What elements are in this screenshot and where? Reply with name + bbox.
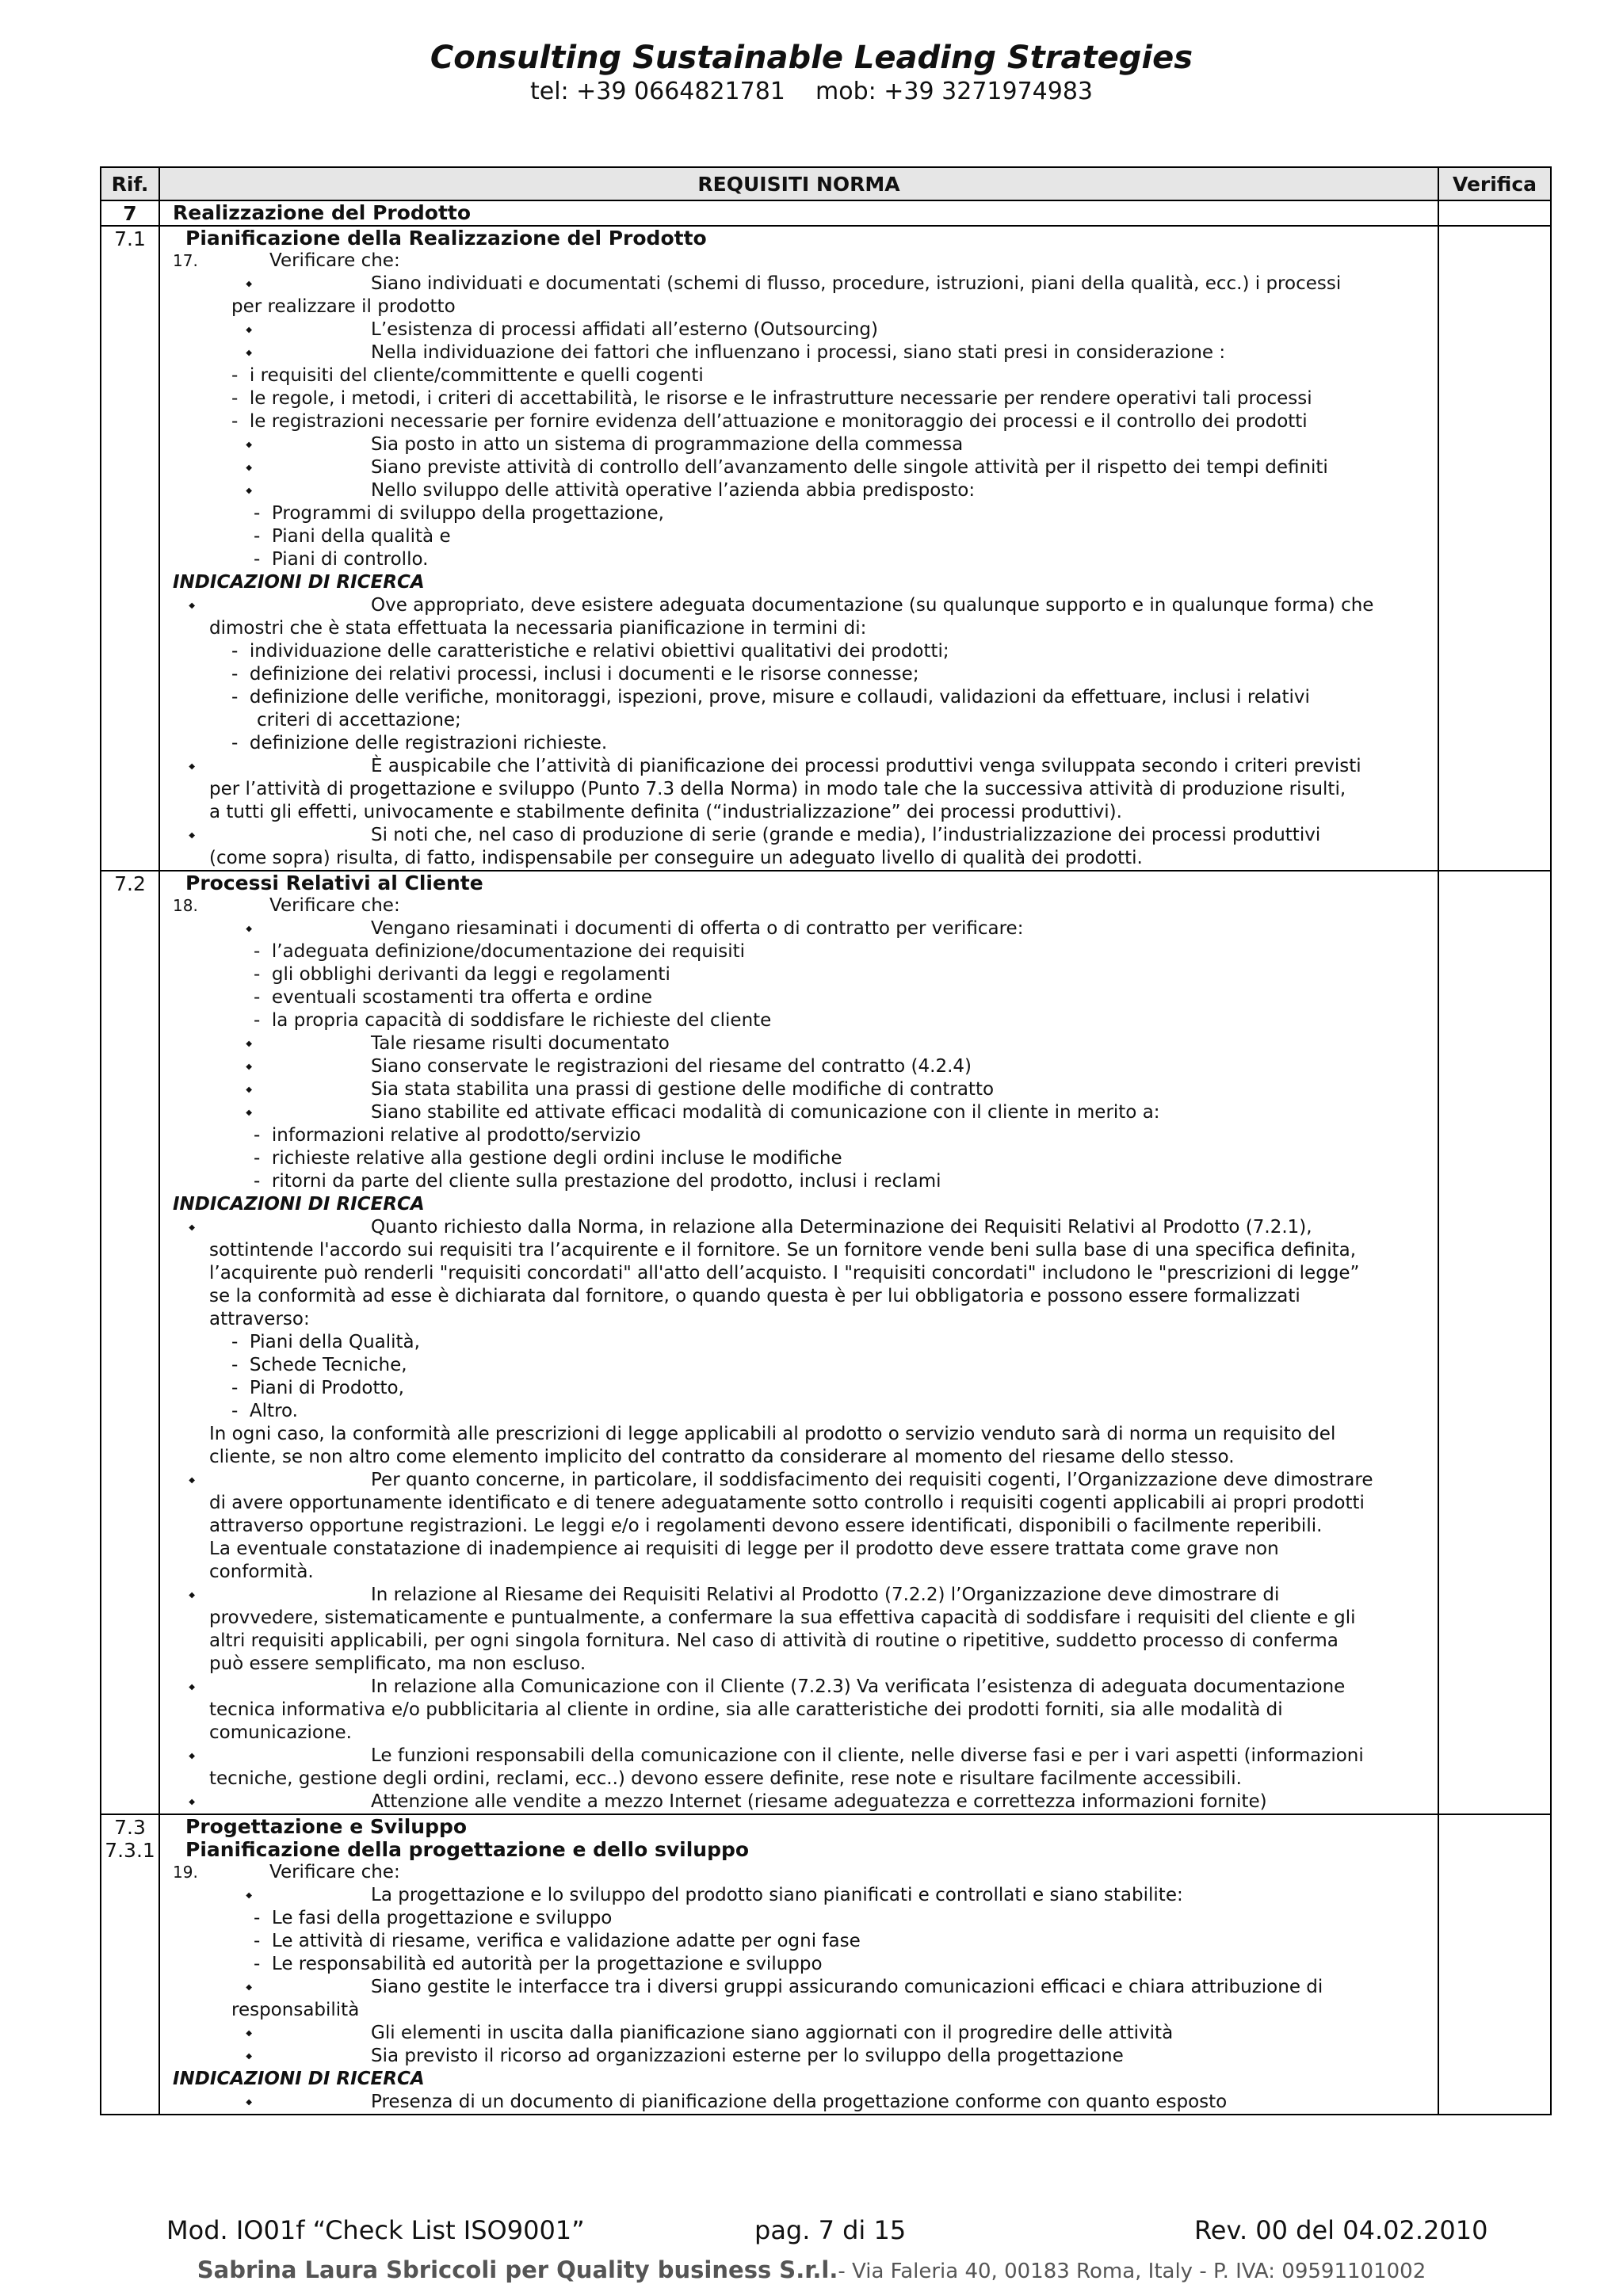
research-text: conformità. <box>209 1562 314 1582</box>
table-row <box>101 1814 1551 2115</box>
research-text: tecniche, gestione degli ordini, reclami, ecc..) devono essere definite, rese note e risultare facilmente accessibili. <box>209 1768 1242 1789</box>
research-text: In relazione alla Comunicazione con il Cliente (7.2.3) Va verificata l’esistenza di adeguata documentazione <box>371 1676 1346 1697</box>
dash-item: Programmi di sviluppo della progettazione, <box>271 503 664 524</box>
bullet-icon: ⬩ <box>246 1056 253 1077</box>
research-text: sottintende l'accordo sui requisiti tra l’acquirente e il fornitore. Se un fornitore vende beni sulla base di una specifica definita, <box>209 1240 1357 1261</box>
table-row <box>101 200 1551 226</box>
bullet-text: Nello sviluppo delle attività operative l’azienda abbia predisposto: <box>371 480 976 501</box>
bullet-icon: ⬩ <box>189 1676 196 1697</box>
research-heading: INDICAZIONI DI RICERCA <box>173 1194 425 1215</box>
bullet-icon: ⬩ <box>246 434 253 455</box>
table-row <box>101 871 1551 1814</box>
col-header-requisiti: REQUISITI NORMA <box>159 167 1438 200</box>
research-text: attraverso: <box>209 1309 310 1329</box>
section-title: Progettazione e Sviluppo <box>185 1815 468 1838</box>
bullet-icon: ⬩ <box>246 1102 253 1123</box>
item-number: 19. <box>173 1863 198 1882</box>
dash-item: Piani della qualità e <box>271 526 451 547</box>
dash-item: le registrazioni necessarie per fornire evidenza dell’attuazione e monitoraggio dei processi e il controllo dei prodotti <box>249 411 1308 432</box>
section-title: Processi Relativi al Cliente <box>185 871 483 894</box>
dash-item: Altro. <box>249 1401 298 1421</box>
research-text: per l’attività di progettazione e sviluppo (Punto 7.3 della Norma) in modo tale che la successiva attività di produzione risulti, <box>209 779 1346 799</box>
dash-item: la propria capacità di soddisfare le richieste del cliente <box>271 1010 772 1031</box>
requirements-cell: Pianificazione della Realizzazione del Prodotto 17. Verificare che: ⬩ Siano individuati e documentati (schemi di flusso, procedure, istruzioni, piani della qualità, ecc.) i processi per realizzare il prodotto ⬩ L’esistenza di processi affidati all’esterno (Outsourcing) ⬩ Nella individuazione dei fattori che influenzano i processi, siano stati presi in considerazione : - i requisiti del cliente/committente e quelli cogenti - le regole, i metodi, i criteri di accettabilità, le risorse e le infrastrutture necessarie per rendere operativi tali processi - le registrazioni necessarie per fornire evidenza dell’attuazione e monitoraggio dei processi e il controllo dei prodotti ⬩ Sia posto in atto un sistema di programmazione della commessa ⬩ Siano previste attività di controllo dell’avanzamento delle singole attività per il rispetto dei tempi definiti ⬩ Nello sviluppo delle attività operative l’azienda abbia predisposto: - Programmi di sviluppo della progettazione, - Piani della qualità e - Piani di controllo. INDICAZIONI DI RICERCA ⬩ Ove appropriato, deve esistere adeguata documentazione (su qualunque supporto e in qualunque forma) che dimostri che è stata effettuata la necessaria pianificazione in termini di: - individuazione delle caratteristiche e relativi obiettivi qualitativi dei prodotti; - definizione dei relativi processi, inclusi i documenti e le risorse connesse; - definizione delle verifiche, monitoraggi, ispezioni, prove, misure e collaudi, validazioni da effettuare, inclusi i relativi criteri di accettazione; - definizione delle registrazioni richieste. ⬩ È auspicabile che l’attività di pianificazione dei processi produttivi venga sviluppata secondo i criteri previsti per l’attività di progettazione e sviluppo (Punto 7.3 della Norma) in modo tale che la successiva attività di produzione risulti, a tutti gli effetti, univocamente e stabilmente definita (“industrializzazione” dei processi produttivi). ⬩ Si noti che, nel caso di produzione di serie (grande e media), l’industrializzazione dei processi produttivi (come sopra) risulta, di fatto, indispensabile per conseguire un adeguato livello di qualità dei prodotti. <box>159 226 1438 871</box>
subsection-title: Pianificazione della progettazione e dello sviluppo <box>185 1838 750 1861</box>
bullet-text: Sia posto in atto un sistema di programmazione della commessa <box>371 434 964 455</box>
bullet-text: Gli elementi in uscita dalla pianificazione siano aggiornati con il progredire delle attività <box>371 2023 1174 2043</box>
research-text: a tutti gli effetti, univocamente e stabilmente definita (“industrializzazione” dei processi produttivi). <box>209 802 1122 822</box>
research-text: dimostri che è stata effettuata la necessaria pianificazione in termini di: <box>209 618 867 639</box>
bullet-text: Siano previste attività di controllo dell’avanzamento delle singole attività per il rispetto dei tempi definiti <box>371 457 1328 478</box>
footer-company <box>0 2256 1623 2283</box>
rif-7-1: 7.1 <box>101 226 159 871</box>
dash-item: informazioni relative al prodotto/servizio <box>271 1125 641 1146</box>
bullet-icon: ⬩ <box>189 1470 196 1490</box>
bullet-text: Nella individuazione dei fattori che influenzano i processi, siano stati presi in considerazione : <box>371 342 1226 363</box>
research-text: può essere semplificato, ma non escluso. <box>209 1653 586 1674</box>
bullet-icon: ⬩ <box>246 2046 253 2066</box>
company-title: Consulting Sustainable Leading Strategies <box>430 40 1193 76</box>
footer-company-name: Sabrina Laura Sbriccoli per Quality business S.r.l. <box>197 2256 838 2283</box>
bullet-icon: ⬩ <box>189 1745 196 1766</box>
bullet-text: L’esistenza di processi affidati all’esterno (Outsourcing) <box>371 319 878 340</box>
bullet-icon: ⬩ <box>189 756 196 776</box>
dash-item: Le responsabilità ed autorità per la progettazione e sviluppo <box>271 1954 823 1974</box>
research-text: l’acquirente può renderli "requisiti concordati" all'atto dell’acquisto. I "requisiti concordati" includono le "prescrizioni di legge” <box>209 1263 1360 1283</box>
research-text: In relazione al Riesame dei Requisiti Relativi al Prodotto (7.2.2) l’Organizzazione deve dimostrare di <box>371 1585 1280 1605</box>
research-text: La eventuale constatazione di inadempience ai requisiti di legge per il prodotto deve essere trattata come grave non <box>209 1539 1279 1559</box>
research-text: cliente, se non altro come elemento implicito del contratto da considerare al momento del riesame dello stesso. <box>209 1447 1235 1467</box>
research-text: Presenza di un documento di pianificazione della progettazione conforme con quanto esposto <box>371 2092 1228 2112</box>
dash-item: l’adeguata definizione/documentazione dei requisiti <box>271 941 745 962</box>
item-number: 18. <box>173 896 198 915</box>
dash-item: Le attività di riesame, verifica e validazione adatte per ogni fase <box>271 1931 861 1951</box>
bullet-icon: ⬩ <box>246 457 253 478</box>
requirements-cell: Processi Relativi al Cliente 18. Verificare che: ⬩ Vengano riesaminati i documenti di offerta o di contratto per verificare: - l’adeguata definizione/documentazione dei requisiti - gli obblighi derivanti da leggi e regolamenti - eventuali scostamenti tra offerta e ordine - la propria capacità di soddisfare le richieste del cliente ⬩ Tale riesame risulti documentato ⬩ Siano conservate le registrazioni del riesame del contratto (4.2.4) ⬩ Sia stata stabilita una prassi di gestione delle modifiche di contratto ⬩ Siano stabilite ed attivate efficaci modalità di comunicazione con il cliente in merito a: - informazioni relative al prodotto/servizio - richieste relative alla gestione degli ordini incluse le modifiche - ritorni da parte del cliente sulla prestazione del prodotto, inclusi i reclami INDICAZIONI DI RICERCA ⬩ Quanto richiesto dalla Norma, in relazione alla Determinazione dei Requisiti Relativi al Prodotto (7.2.1), sottintende l'accordo sui requisiti tra l’acquirente e il fornitore. Se un fornitore vende beni sulla base di una specifica definita, l’acquirente può renderli "requisiti concordati" all'atto dell’acquisto. I "requisiti concordati" includono le "prescrizioni di legge” se la conformità ad esse è dichiarata dal fornitore, o quando questa è per lui obbligatoria e possono essere formalizzati attraverso: - Piani della Qualità, - Schede Tecniche, - Piani di Prodotto, - Altro. In ogni caso, la conformità alle prescrizioni di legge applicabili al prodotto o servizio venduto sarà di norma un requisito del cliente, se non altro come elemento implicito del contratto da considerare al momento del riesame dello stesso. ⬩ Per quanto concerne, in particolare, il soddisfacimento dei requisiti cogenti, l’Organizzazione deve dimostrare di avere opportunamente identificato e di tenere adeguatamente sotto controllo i requisiti cogenti applicabili ai propri prodotti attraverso opportune registrazioni. Le leggi e/o i regolamenti devono essere identificati, disponibili o facilmente reperibili. La eventuale constatazione di inadempience ai requisiti di legge per il prodotto deve essere trattata come grave non conformità. ⬩ In relazione al Riesame dei Requisiti Relativi al Prodotto (7.2.2) l’Organizzazione deve dimostrare di provvedere, sistematicamente e puntualmente, a confermare la sua effettiva capacità di soddisfare i requisiti del cliente e gli altri requisiti applicabili, per ogni singola fornitura. Nel caso di attività di routine o ripetitive, suddetto processo di conferma può essere semplificato, ma non escluso. ⬩ In relazione alla Comunicazione con il Cliente (7.2.3) Va verificata l’esistenza di adeguata documentazione tecnica informativa e/o pubblicitaria al cliente in ordine, sia alle caratteristiche dei prodotti forniti, sia alle modalità di comunicazione. ⬩ Le funzioni responsabili della comunicazione con il cliente, nelle diverse fasi e per i vari aspetti (informazioni tecniche, gestione degli ordini, reclami, ecc..) devono essere definite, rese note e risultare facilmente accessibili. ⬩ Attenzione alle vendite a mezzo Internet (riesame adeguatezza e correttezza informazioni fornite) <box>159 871 1438 1814</box>
company-phones: tel: +39 0664821781 mob: +39 3271974983 <box>529 78 1094 105</box>
footer-module: Mod. IO01f “Check List ISO9001” <box>166 2215 585 2245</box>
col-header-verifica: Verifica <box>1438 167 1551 200</box>
rif-7-3-label: 7.3 <box>114 1816 146 1839</box>
bullet-text: La progettazione e lo sviluppo del prodotto siano pianificati e controllati e siano stabilite: <box>371 1885 1183 1905</box>
bullet-icon: ⬩ <box>246 2092 253 2112</box>
bullet-icon: ⬩ <box>189 1217 196 1238</box>
dash-item: definizione dei relativi processi, inclusi i documenti e le risorse connesse; <box>249 664 919 685</box>
bullet-icon: ⬩ <box>246 1977 253 1997</box>
dash-item: Le fasi della progettazione e sviluppo <box>271 1908 613 1928</box>
footer-revision: Rev. 00 del 04.02.2010 <box>1194 2215 1488 2245</box>
table-row <box>101 226 1551 871</box>
bullet-text: Siano conservate le registrazioni del riesame del contratto (4.2.4) <box>371 1056 972 1077</box>
table-header-row <box>101 167 1551 200</box>
research-heading: INDICAZIONI DI RICERCA <box>173 2069 425 2089</box>
research-heading: INDICAZIONI DI RICERCA <box>173 572 425 593</box>
research-text: Per quanto concerne, in particolare, il soddisfacimento dei requisiti cogenti, l’Organizzazione deve dimostrare <box>371 1470 1373 1490</box>
bullet-icon: ⬩ <box>189 825 196 845</box>
rif-7-3 <box>101 1814 159 2115</box>
bullet-text: Sia previsto il ricorso ad organizzazioni esterne per lo sviluppo della progettazione <box>371 2046 1124 2066</box>
bullet-icon: ⬩ <box>189 595 196 616</box>
dash-item: Piani di Prodotto, <box>249 1378 404 1398</box>
verifica-cell[interactable] <box>1438 200 1551 226</box>
footer-company-address: - Via Faleria 40, 00183 Roma, Italy - P. IVA: 09591101002 <box>838 2260 1426 2283</box>
rif-7-2: 7.2 <box>101 871 159 1814</box>
intro-text: Verificare che: <box>269 895 400 916</box>
bullet-icon: ⬩ <box>246 1885 253 1905</box>
bullet-icon: ⬩ <box>246 273 253 294</box>
footer-page: pag. 7 di 15 <box>754 2215 907 2245</box>
bullet-text: per realizzare il prodotto <box>231 296 456 317</box>
bullet-icon: ⬩ <box>246 319 253 340</box>
dash-item: individuazione delle caratteristiche e relativi obiettivi qualitativi dei prodotti; <box>249 641 949 662</box>
research-text: comunicazione. <box>209 1722 352 1743</box>
bullet-text: Sia stata stabilita una prassi di gestione delle modifiche di contratto <box>371 1079 995 1100</box>
dash-item: eventuali scostamenti tra offerta e ordine <box>271 987 652 1008</box>
research-text: se la conformità ad esse è dichiarata dal fornitore, o quando questa è per lui obbligatoria e possono essere formalizzati <box>209 1286 1300 1306</box>
bullet-text: Siano individuati e documentati (schemi di flusso, procedure, istruzioni, piani della qualità, ecc.) i processi <box>371 273 1342 294</box>
verifica-cell[interactable] <box>1438 871 1551 1814</box>
bullet-icon: ⬩ <box>246 1033 253 1054</box>
dash-item: definizione delle verifiche, monitoraggi, ispezioni, prove, misure e collaudi, validazioni da effettuare, inclusi i relativi <box>249 687 1310 707</box>
section-title: Realizzazione del Prodotto <box>159 200 1438 226</box>
dash-item: ritorni da parte del cliente sulla prestazione del prodotto, inclusi i reclami <box>271 1171 941 1192</box>
verifica-cell[interactable] <box>1438 226 1551 871</box>
research-text: (come sopra) risulta, di fatto, indispensabile per conseguire un adeguato livello di qualità dei prodotti. <box>209 848 1143 868</box>
research-text: Le funzioni responsabili della comunicazione con il cliente, nelle diverse fasi e per i vari aspetti (informazioni <box>371 1745 1364 1766</box>
requirements-cell: Progettazione e Sviluppo Pianificazione della progettazione e dello sviluppo 19. Verificare che: ⬩ La progettazione e lo sviluppo del prodotto siano pianificati e controllati e siano stabilite: - Le fasi della progettazione e sviluppo - Le attività di riesame, verifica e validazione adatte per ogni fase - Le responsabilità ed autorità per la progettazione e sviluppo ⬩ Siano gestite le interfacce tra i diversi gruppi assicurando comunicazioni efficaci e chiara attribuzione di responsabilità ⬩ Gli elementi in uscita dalla pianificazione siano aggiornati con il progredire delle attività ⬩ Sia previsto il ricorso ad organizzazioni esterne per lo sviluppo della progettazione INDICAZIONI DI RICERCA ⬩ Presenza di un documento di pianificazione della progettazione conforme con quanto esposto <box>159 1814 1438 2115</box>
intro-text: Verificare che: <box>269 250 400 271</box>
bullet-icon: ⬩ <box>246 342 253 363</box>
bullet-icon: ⬩ <box>246 918 253 939</box>
bullet-icon: ⬩ <box>189 1585 196 1605</box>
research-text: tecnica informativa e/o pubblicitaria al cliente in ordine, sia alle caratteristiche dei prodotti forniti, sia alle modalità di <box>209 1699 1283 1720</box>
research-text: di avere opportunamente identificato e di tenere adeguatamente sotto controllo i requisiti cogenti applicabili ai propri prodotti <box>209 1493 1365 1513</box>
item-number: 17. <box>173 251 198 270</box>
dash-item: i requisiti del cliente/committente e quelli cogenti <box>249 365 704 386</box>
research-text: Ove appropriato, deve esistere adeguata documentazione (su qualunque supporto e in qualunque forma) che <box>371 595 1374 616</box>
dash-item: Piani di controllo. <box>271 549 429 570</box>
bullet-text: Siano stabilite ed attivate efficaci modalità di comunicazione con il cliente in merito a: <box>371 1102 1160 1123</box>
section-title: Pianificazione della Realizzazione del Prodotto <box>185 227 707 250</box>
bullet-text: Siano gestite le interfacce tra i diversi gruppi assicurando comunicazioni efficaci e chiara attribuzione di <box>371 1977 1323 1997</box>
dash-item: Piani della Qualità, <box>249 1332 420 1352</box>
bullet-text: responsabilità <box>231 2000 360 2020</box>
research-text: È auspicabile che l’attività di pianificazione dei processi produttivi venga sviluppata secondo i criteri previsti <box>371 756 1361 776</box>
research-text: Quanto richiesto dalla Norma, in relazione alla Determinazione dei Requisiti Relativi al Prodotto (7.2.1), <box>371 1217 1312 1238</box>
bullet-text: Vengano riesaminati i documenti di offerta o di contratto per verificare: <box>371 918 1024 939</box>
research-text: altri requisiti applicabili, per ogni singola fornitura. Nel caso di attività di routine o ripetitive, suddetto processo di conferma <box>209 1630 1338 1651</box>
bullet-icon: ⬩ <box>246 2023 253 2043</box>
dash-item: le regole, i metodi, i criteri di accettabilità, le risorse e le infrastrutture necessarie per rendere operativi tali processi <box>249 388 1312 409</box>
rif-7: 7 <box>101 200 159 226</box>
dash-item: gli obblighi derivanti da leggi e regolamenti <box>271 964 670 985</box>
bullet-text: Tale riesame risulti documentato <box>371 1033 670 1054</box>
col-header-rif: Rif. <box>101 167 159 200</box>
dash-item: richieste relative alla gestione degli ordini incluse le modifiche <box>271 1148 842 1169</box>
bullet-icon: ⬩ <box>246 480 253 501</box>
requirements-table <box>100 166 1552 2115</box>
dash-item: definizione delle registrazioni richieste. <box>249 733 608 753</box>
research-text: Attenzione alle vendite a mezzo Internet (riesame adeguatezza e correttezza informazioni fornite) <box>371 1791 1267 1812</box>
bullet-icon: ⬩ <box>189 1791 196 1812</box>
research-text: provvedere, sistematicamente e puntualmente, a confermare la sua effettiva capacità di soddisfare i requisiti del cliente e gli <box>209 1608 1356 1628</box>
dash-item: Schede Tecniche, <box>249 1355 407 1375</box>
verifica-cell[interactable] <box>1438 1814 1551 2115</box>
bullet-icon: ⬩ <box>246 1079 253 1100</box>
research-text: Si noti che, nel caso di produzione di serie (grande e media), l’industrializzazione dei processi produttivi <box>371 825 1321 845</box>
research-text: attraverso opportune registrazioni. Le leggi e/o i regolamenti devono essere identificati, disponibili o facilmente reperibili. <box>209 1516 1323 1536</box>
research-text: In ogni caso, la conformità alle prescrizioni di legge applicabili al prodotto o servizio venduto sarà di norma un requisito del <box>209 1424 1336 1444</box>
intro-text: Verificare che: <box>269 1862 400 1882</box>
rif-7-3-1-label: 7.3.1 <box>105 1839 155 1862</box>
dash-item: criteri di accettazione; <box>257 710 461 730</box>
